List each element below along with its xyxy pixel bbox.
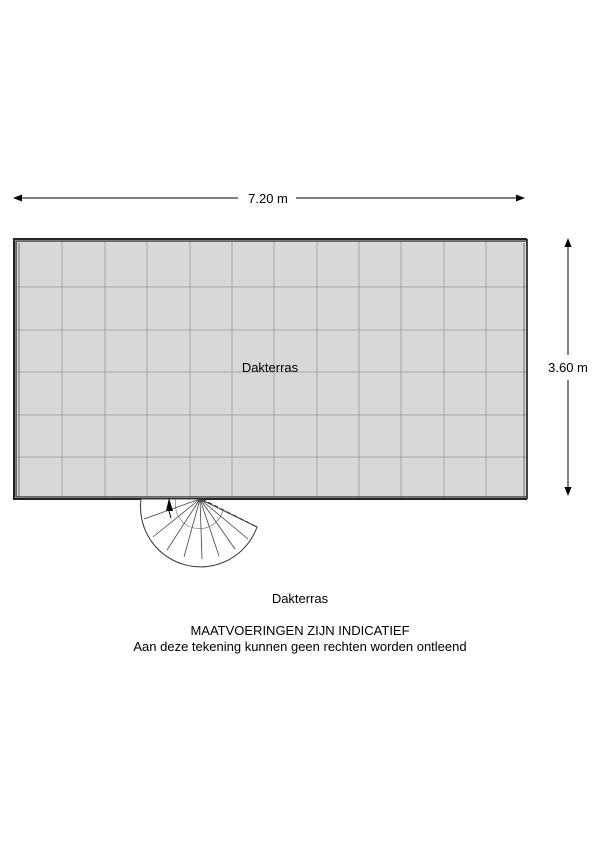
width-label: 7.20 m: [248, 191, 288, 206]
terrace-area: [13, 239, 527, 499]
room-label: Dakterras: [241, 360, 299, 375]
arrow-down-icon: [565, 487, 572, 496]
arrow-left-icon: [13, 195, 22, 202]
height-dimension: [548, 238, 588, 496]
spiral-staircase: [140, 498, 257, 567]
floor-name: Dakterras: [271, 591, 329, 606]
disclaimer-text: Aan deze tekening kunnen geen rechten worden ontleend: [133, 639, 467, 654]
arrow-up-icon: [565, 238, 572, 247]
height-label: 3.60 m: [548, 360, 588, 375]
disclaimer-title: MAATVOERINGEN ZIJN INDICATIEF: [190, 623, 410, 638]
width-dimension: [13, 191, 525, 206]
arrow-right-icon: [516, 195, 525, 202]
